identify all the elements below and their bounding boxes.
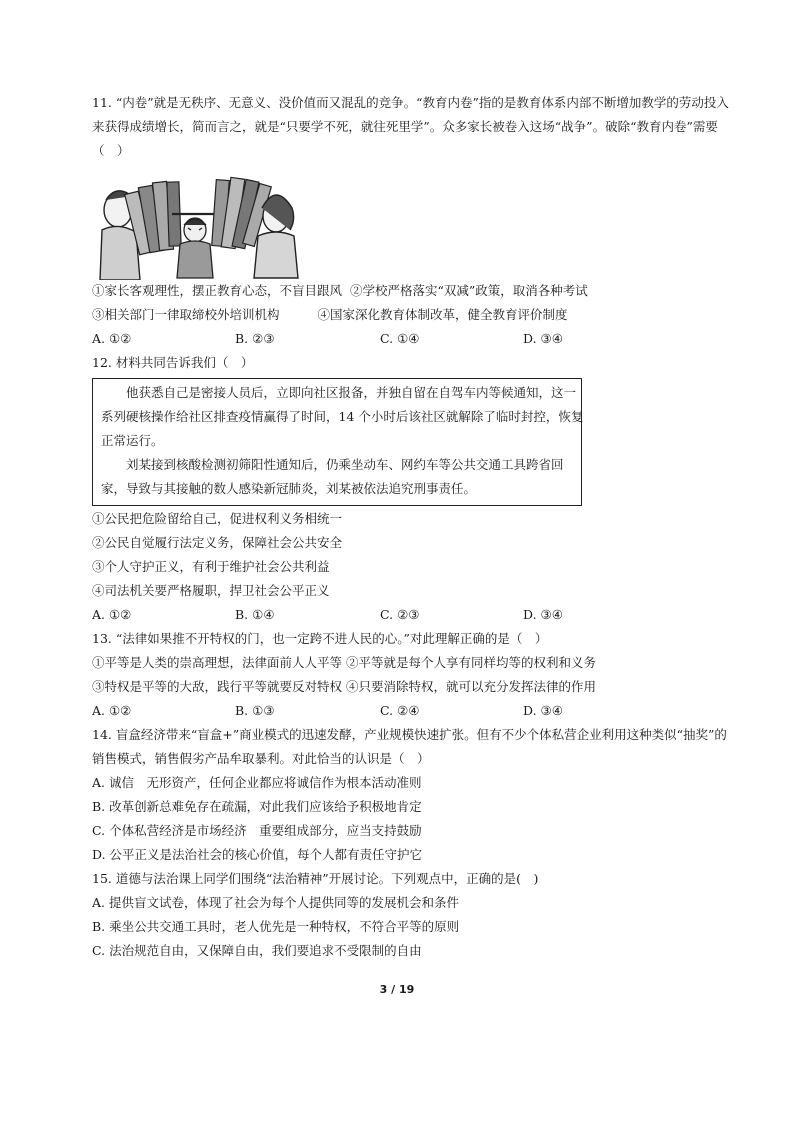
q15-option-b[interactable]: B. 乘坐公共交通工具时，老人优先是一种特权，不符合平等的原则 [92,919,460,934]
q14-stem-line-1: 14. 盲盒经济带来“盲盒+”商业模式的迅速发酵，产业规模快速扩张。但有不少个体私营企业利用这种类似“抽奖”的 [92,727,727,742]
page-number: 3 / 19 [379,983,415,996]
q12-option-b[interactable]: B. ①④ [235,607,275,622]
q12-material-box [92,378,582,506]
q12-statement-3: ③个人守护正义，有利于维护社会公共利益 [92,559,330,574]
q11-statement-2: ②学校严格落实“双减”政策，取消各种考试 [349,283,588,298]
q11-statement-4: ④国家深化教育体制改革，健全教育评价制度 [317,307,568,322]
q13-option-d[interactable]: D. ③④ [523,703,563,718]
q13-statements-line-2: ③特权是平等的大敌，践行平等就要反对特权 ④只要消除特权，就可以充分发挥法律的作用 [92,679,596,694]
q14-option-c[interactable]: C. 个体私营经济是市场经济 重要组成部分，应当支持鼓励 [92,823,422,838]
q11-statements-line-2 [92,306,568,324]
q11-option-d[interactable]: D. ③④ [523,331,563,346]
q12-option-d[interactable]: D. ③④ [523,607,563,622]
q13-option-c[interactable]: C. ②④ [380,703,420,718]
q11-option-c[interactable]: C. ①④ [380,331,420,346]
q13-option-a[interactable]: A. ①② [92,703,132,718]
q12-option-c[interactable]: C. ②③ [380,607,420,622]
q12-material-line-5: 家，导致与其接触的数人感染新冠肺炎，刘某被依法追究刑事责任。 [101,481,477,496]
q12-option-a[interactable]: A. ①② [92,607,132,622]
q14-stem-line-2: 销售模式，销售假劣产品牟取暴利。对此恰当的认识是（ ） [92,751,430,766]
q14-option-d[interactable]: D. 公平正义是法治社会的核心价值，每个人都有责任守护它 [92,847,423,862]
q15-option-c[interactable]: C. 法治规范自由，又保障自由，我们要追求不受限制的自由 [92,943,422,958]
q11-options [92,330,712,348]
q13-stem: 13. “法律如果推不开特权的门，也一定跨不进人民的心。”对此理解正确的是（ ） [92,631,548,646]
q11-stem-line-2: 来获得成绩增长，简而言之，就是“只要学不死，就往死里学”。众多家长被卷入这场“战争”。破除“教育内卷”需要 [92,119,718,134]
q11-stem-line-1: 11. “内卷”就是无秩序、无意义、没价值而又混乱的竞争。“教育内卷”指的是教育体系内部不断增加教学的劳动投入 [92,95,729,110]
q12-material-line-4: 刘某接到核酸检测初筛阳性通知后，仍乘坐动车、网约车等公共交通工具跨省回 [101,457,564,472]
q12-options [92,606,712,624]
q11-stem-line-3: （ ） [92,143,130,158]
q12-statement-2: ②公民自觉履行法定义务，保障社会公共安全 [92,535,343,550]
q13-statements-line-1: ①平等是人类的崇高理想，法律面前人人平等 ②平等就是每个人享有同样均等的权利和义务 [92,655,596,670]
q12-stem: 12. 材料共同告诉我们（ ） [92,355,254,370]
q11-statements-line-1 [92,282,588,300]
q13-options [92,702,712,720]
q12-material-line-1: 他获悉自己是密接人员后，立即向社区报备，并独自留在自驾车内等候通知，这一 [101,385,577,400]
q11-statement-1: ①家长客观理性，摆正教育心态，不盲目跟风 [92,283,343,298]
q12-statement-1: ①公民把危险留给自己，促进权利义务相统一 [92,511,343,526]
q11-option-a[interactable]: A. ①② [92,331,132,346]
q15-option-a[interactable]: A. 提供盲文试卷，体现了社会为每个人提供同等的发展机会和条件 [92,895,459,910]
cartoon-illustration [92,170,302,280]
q12-material-line-3: 正常运行。 [101,433,164,448]
q12-material-line-2: 系列硬核操作给社区排查疫情赢得了时间，14 个小时后该社区就解除了临时封控，恢复 [101,409,584,424]
q14-option-b[interactable]: B. 改革创新总难免存在疏漏，对此我们应该给予积极地肯定 [92,799,422,814]
q13-option-b[interactable]: B. ①③ [235,703,275,718]
q11-option-b[interactable]: B. ②③ [235,331,275,346]
q15-stem: 15. 道德与法治课上同学们围绕“法治精神”开展讨论。下列观点中，正确的是( ) [92,871,539,886]
q12-statement-4: ④司法机关要严格履职，捍卫社会公平正义 [92,583,330,598]
q14-option-a[interactable]: A. 诚信 无形资产，任何企业都应将诚信作为根本活动准则 [92,775,422,790]
q11-statement-3: ③相关部门一律取缔校外培训机构 [92,307,280,322]
